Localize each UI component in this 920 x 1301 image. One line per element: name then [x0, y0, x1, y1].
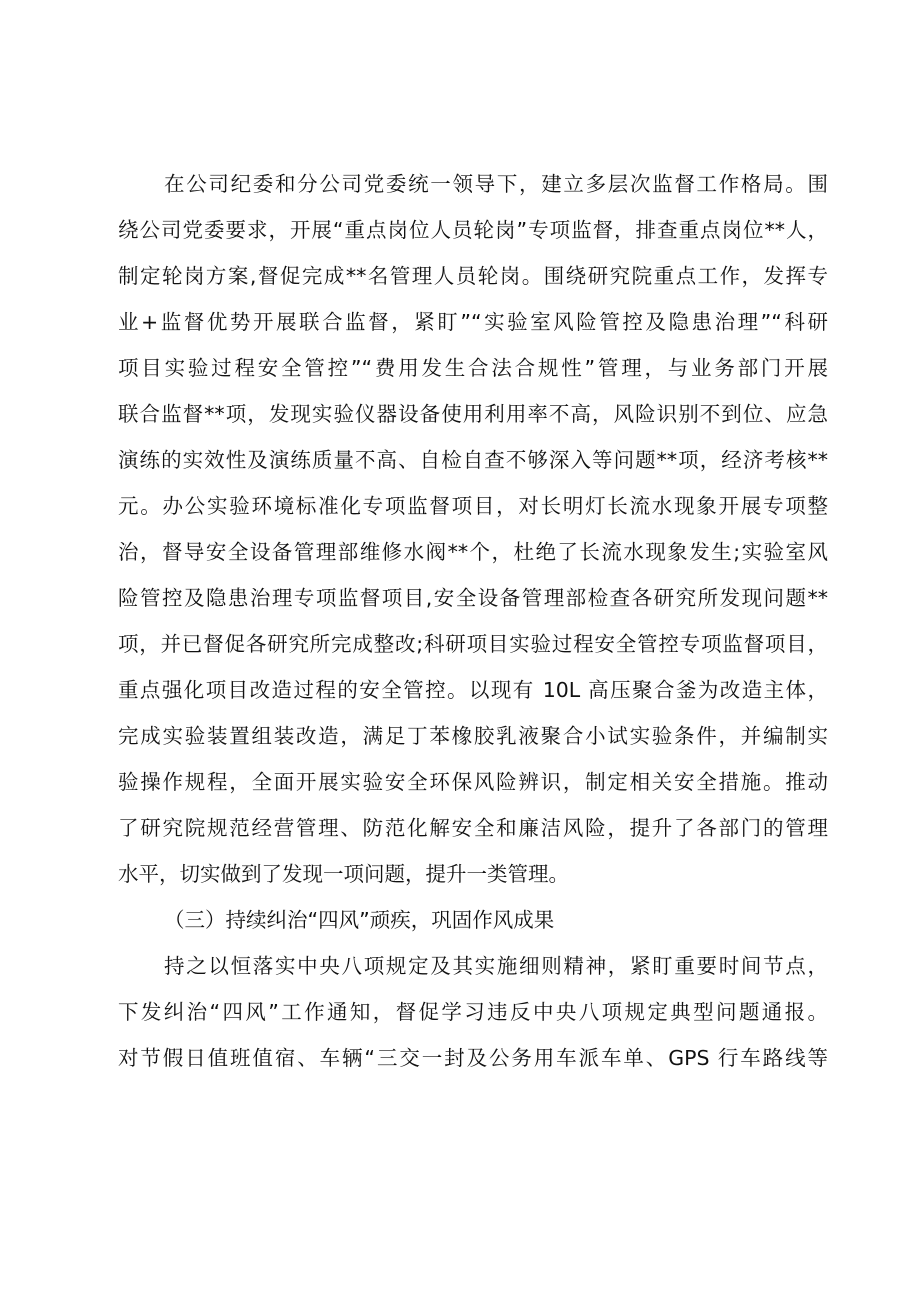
paragraph-1-line-9: 治，督导安全设备管理部维修水阀**个，杜绝了长流水现象发生;实验室风 — [118, 540, 828, 564]
section-heading: （三）持续纠治“四风”顽疾，巩固作风成果 — [164, 908, 555, 932]
paragraph-1-line-13: 完成实验装置组装改造，满足丁苯橡胶乳液聚合小试实验条件，并编制实 — [118, 724, 828, 748]
paragraph-2-line-2: 下发纠治“四风”工作通知，督促学习违反中央八项规定典型问题通报。 — [118, 1000, 828, 1024]
paragraph-1-line-8: 元。办公实验环境标准化专项监督项目，对长明灯长流水现象开展专项整 — [118, 494, 828, 518]
paragraph-2-line-3: 对节假日值班值宿、车辆“三交一封及公务用车派车单、GPS 行车路线等 — [118, 1046, 828, 1070]
paragraph-1-line-10: 险管控及隐患治理专项监督项目,安全设备管理部检查各研究所发现问题** — [118, 586, 828, 610]
paragraph-1-line-7: 演练的实效性及演练质量不高、自检自查不够深入等问题**项，经济考核** — [118, 448, 828, 472]
paragraph-1-line-1: 在公司纪委和分公司党委统一领导下，建立多层次监督工作格局。围 — [164, 172, 828, 196]
paragraph-1-line-5: 项目实验过程安全管控”“费用发生合法合规性”管理，与业务部门开展 — [118, 356, 828, 380]
paragraph-1-line-3: 制定轮岗方案,督促完成**名管理人员轮岗。围绕研究院重点工作，发挥专 — [118, 264, 828, 288]
paragraph-1-line-4: 业+监督优势开展联合监督，紧盯”“实验室风险管控及隐患治理”“科研 — [118, 310, 828, 334]
paragraph-1-line-15: 了研究院规范经营管理、防范化解安全和廉洁风险，提升了各部门的管理 — [118, 816, 828, 840]
paragraph-1-line-12: 重点强化项目改造过程的安全管控。以现有 10L 高压聚合釜为改造主体， — [118, 678, 828, 702]
paragraph-1-line-2: 绕公司党委要求，开展“重点岗位人员轮岗”专项监督，排查重点岗位**人， — [118, 218, 828, 242]
paragraph-1-line-16: 水平，切实做到了发现一项问题，提升一类管理。 — [118, 862, 569, 886]
paragraph-1-line-6: 联合监督**项，发现实验仪器设备使用利用率不高，风险识别不到位、应急 — [118, 402, 828, 426]
paragraph-2-line-1: 持之以恒落实中央八项规定及其实施细则精神，紧盯重要时间节点， — [164, 954, 828, 978]
paragraph-1-line-14: 验操作规程，全面开展实验安全环保风险辨识，制定相关安全措施。推动 — [118, 770, 828, 794]
paragraph-1-line-11: 项，并已督促各研究所完成整改;科研项目实验过程安全管控专项监督项目， — [118, 632, 828, 656]
